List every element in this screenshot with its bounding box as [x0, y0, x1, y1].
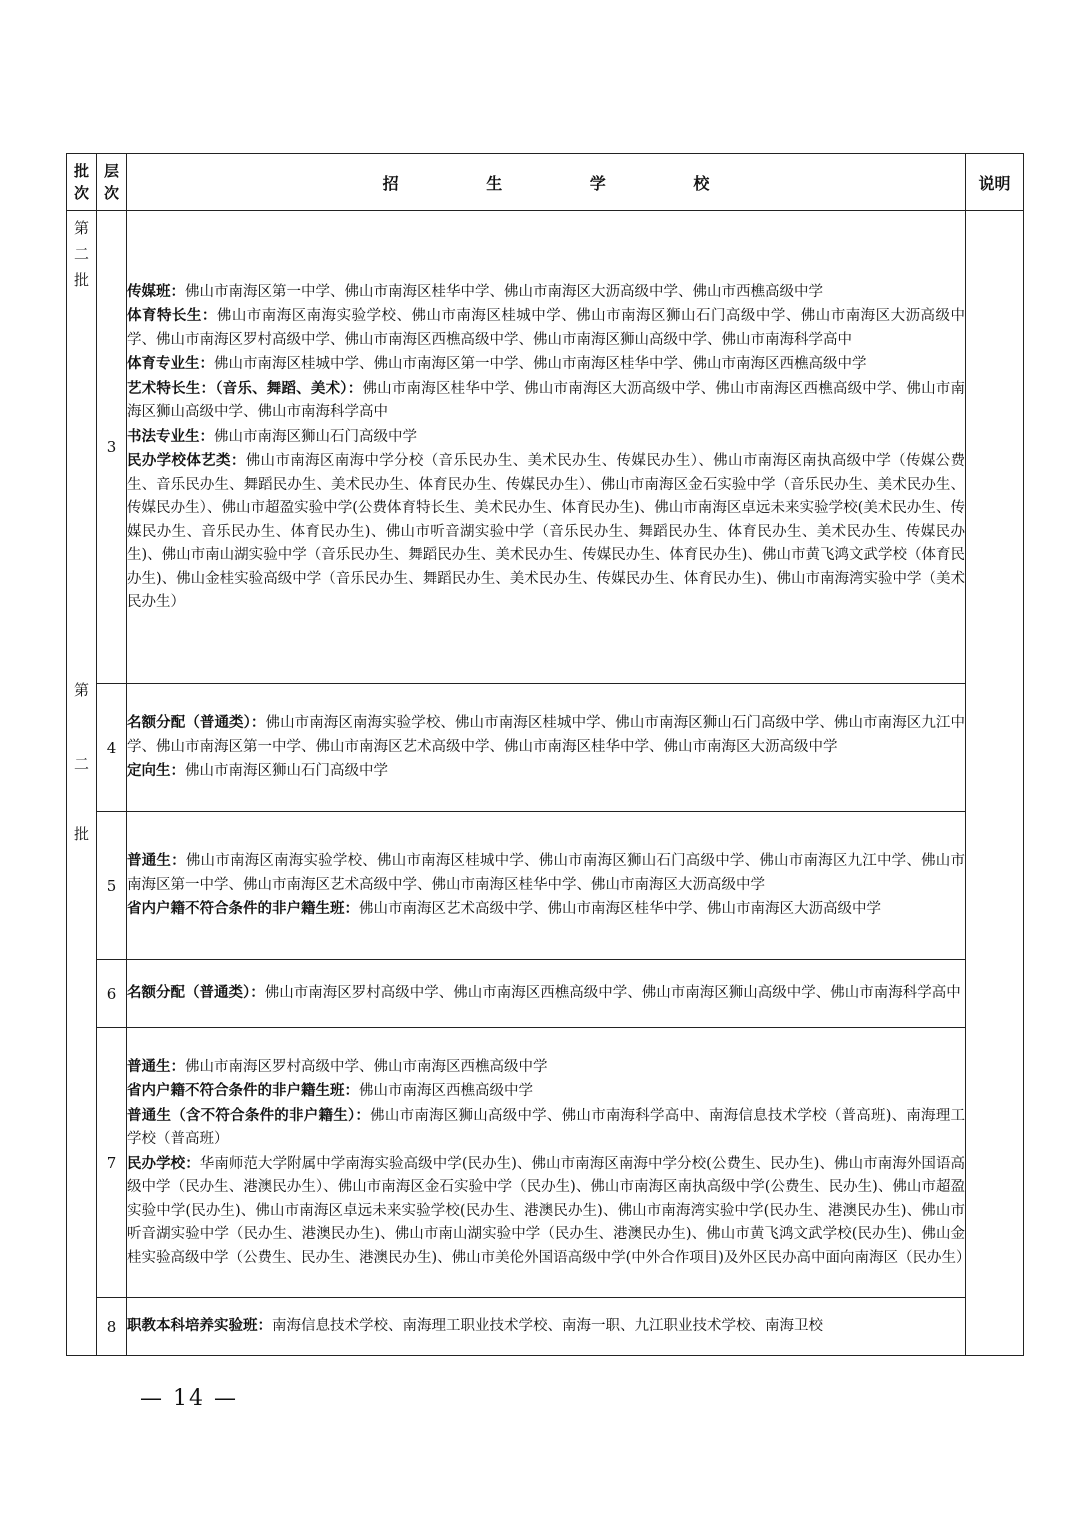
- table-row: [67, 1298, 1024, 1356]
- category-label: 民办学校：: [127, 1154, 200, 1172]
- school-category: [127, 1104, 965, 1152]
- header-level: [97, 154, 127, 211]
- category-label: 艺术特长生：（音乐、舞蹈、美术）：: [127, 379, 363, 397]
- category-label: 省内户籍不符合条件的非户籍生班：: [127, 1082, 359, 1100]
- school-category: [127, 1152, 971, 1271]
- header-batch-char: 次: [73, 184, 89, 202]
- category-schools: 佛山市南海区南海实验学校、佛山市南海区桂城中学、佛山市南海区狮山石门高级中学、佛山市南海区大沥高级中学、佛山市南海区罗村高级中学、佛山市南海区西樵高级中学、佛山市南海区狮山高级中学、佛山市南海科学高中: [127, 308, 966, 348]
- category-schools: 佛山市南海区罗村高级中学、佛山市南海区西樵高级中学: [185, 1058, 548, 1075]
- school-category: [127, 759, 965, 784]
- header-batch-char: 批: [73, 162, 89, 180]
- table-row: [67, 1028, 1024, 1298]
- school-list-cell: [127, 211, 966, 684]
- category-schools: 佛山市南海区南海实验学校、佛山市南海区桂城中学、佛山市南海区狮山石门高级中学、佛山市南海区九江中学、佛山市南海区第一中学、佛山市南海区艺术高级中学、佛山市南海区桂华中学、佛山市南海区大沥高级中学: [127, 853, 966, 893]
- batch-label-char: 二: [73, 245, 89, 263]
- category-label: 定向生：: [127, 762, 185, 780]
- level-cell: 7: [97, 1028, 127, 1298]
- category-label: 传媒班：: [127, 282, 185, 300]
- category-schools: 佛山市南海区罗村高级中学、佛山市南海区西樵高级中学、佛山市南海区狮山高级中学、佛山市南海科学高中: [264, 985, 961, 1002]
- category-schools: 华南师范大学附属中学南海实验高级中学(民办生)、佛山市南海区南海中学分校(公费生、民办生)、佛山市南海外国语高级中学（民办生、港澳民办生）、佛山市南海区金石实验中学（民办生)、佛山市南海区南执高级中学(公费生、民办生)、佛山市超盈实验中学(民办生)、佛山市南海区卓远未来实验学校(民办生、港澳民办生)、佛山市南海湾实验中学(民办生、港澳民办生)、佛山市听音湖实验中学（民办生、港澳民办生)、佛山市南山湖实验中学（民办生、港澳民办生)、佛山市黄飞鸿文武学校(民办生)、佛山金桂实验高级中学（公费生、民办生、港澳民办生)、佛山市美伦外国语高级中学(中外合作项目)及外区民办高中面向南海区（民办生）: [127, 1155, 971, 1266]
- note-cell: [966, 211, 1024, 1356]
- category-schools: 佛山市南海区第一中学、佛山市南海区桂华中学、佛山市南海区大沥高级中学、佛山市西樵高级中学: [185, 283, 823, 300]
- school-list-cell: [127, 960, 966, 1028]
- category-label: 书法专业生：: [127, 427, 214, 445]
- category-schools: 南海信息技术学校、南海理工职业技术学校、南海一职、九江职业技术学校、南海卫校: [272, 1318, 823, 1335]
- table-row: [67, 960, 1024, 1028]
- header-batch: [67, 154, 97, 211]
- level-cell: 6: [97, 960, 127, 1028]
- school-category: [127, 352, 965, 377]
- school-list-cell: [127, 684, 966, 812]
- category-schools: 佛山市南海区南海中学分校（音乐民办生、美术民办生、传媒民办生）、佛山市南海区南执高级中学（传媒公费生、音乐民办生、舞蹈民办生、美术民办生、体育民办生、传媒民办生）、佛山市南海区金石实验中学（音乐民办生、美术民办生、传媒民办生）、佛山市超盈实验中学(公费体育特长生、美术民办生、体育民办生)、佛山市南海区卓远未来实验学校(美术民办生、传媒民办生、音乐民办生、体育民办生)、佛山市听音湖实验中学（音乐民办生、舞蹈民办生、体育民办生、美术民办生、传媒民办生)、佛山市南山湖实验中学（音乐民办生、舞蹈民办生、美术民办生、传媒民办生、体育民办生)、佛山市黄飞鸿文武学校（体育民办生)、佛山金桂实验高级中学（音乐民办生、舞蹈民办生、美术民办生、传媒民办生、体育民办生)、佛山市南海湾实验中学（美术民办生）: [127, 453, 966, 610]
- header-school-char: 学: [589, 173, 606, 193]
- school-category: [127, 897, 965, 922]
- batch-label-char: 批: [73, 271, 89, 289]
- table-header-row: [67, 154, 1024, 211]
- batch-label-char: 批: [73, 825, 89, 843]
- category-label: 民办学校体艺类：: [127, 452, 246, 469]
- category-schools: 佛山市南海区狮山石门高级中学: [185, 763, 388, 780]
- category-schools: 佛山市南海区桂华中学、佛山市南海区大沥高级中学、佛山市南海区西樵高级中学、佛山市南海区狮山高级中学、佛山市南海科学高中: [127, 380, 966, 420]
- school-list-cell: [127, 1298, 966, 1356]
- category-label: 普通生：: [127, 1057, 185, 1075]
- category-schools: 佛山市南海区狮山高级中学、佛山市南海科学高中、南海信息技术学校（普高班)、南海理工学校（普高班）: [127, 1107, 965, 1148]
- school-category: [127, 304, 965, 352]
- category-label: 省内户籍不符合条件的非户籍生班：: [127, 900, 359, 918]
- table-row: [67, 684, 1024, 812]
- category-label: 普通生：: [127, 852, 186, 870]
- category-schools: 佛山市南海区桂城中学、佛山市南海区第一中学、佛山市南海区桂华中学、佛山市南海区西樵高级中学: [214, 356, 867, 372]
- page-number: — 14 —: [140, 1386, 238, 1411]
- school-category: [127, 280, 965, 305]
- category-schools: 佛山市南海区艺术高级中学、佛山市南海区桂华中学、佛山市南海区大沥高级中学: [359, 901, 881, 918]
- school-category: [127, 849, 965, 897]
- category-label: 名额分配（普通类）：: [127, 714, 266, 732]
- header-level-char: 次: [103, 184, 119, 202]
- batch-label-char: 第: [73, 219, 89, 237]
- header-level-char: 层: [103, 162, 119, 180]
- school-list-cell: [127, 812, 966, 960]
- enrollment-table: [66, 153, 1024, 1356]
- school-category: [127, 425, 965, 450]
- school-category: [127, 981, 965, 1006]
- school-category: [127, 377, 965, 425]
- batch-label-char: 第: [73, 681, 89, 699]
- header-school-char: 招: [382, 173, 399, 193]
- batch-cell: [67, 211, 97, 1356]
- school-category: [127, 1314, 965, 1339]
- category-label: 体育特长生：: [127, 307, 217, 324]
- level-cell: 5: [97, 812, 127, 960]
- batch-label-char: 二: [73, 755, 89, 773]
- table-row: [67, 211, 1024, 684]
- school-category: [127, 1055, 965, 1080]
- header-school-char: 校: [693, 173, 710, 193]
- school-list-cell: [127, 1028, 971, 1298]
- level-cell: 8: [97, 1298, 127, 1356]
- category-label: 名额分配（普通类）：: [127, 984, 265, 1002]
- header-school-char: 生: [486, 173, 503, 193]
- header-note: 说明: [966, 154, 1024, 211]
- category-schools: 佛山市南海区西樵高级中学: [359, 1083, 533, 1100]
- school-category: [127, 1079, 965, 1104]
- level-cell: 3: [97, 211, 127, 684]
- category-label: 普通生（含不符合条件的非户籍生）：: [127, 1106, 371, 1124]
- level-cell: 4: [97, 684, 127, 812]
- school-category: [127, 449, 965, 615]
- category-schools: 佛山市南海区狮山石门高级中学: [214, 428, 417, 445]
- category-label: 职教本科培养实验班：: [127, 1317, 272, 1335]
- table-row: [67, 812, 1024, 960]
- category-label: 体育专业生：: [127, 355, 214, 372]
- school-category: [127, 711, 965, 759]
- header-school: [127, 154, 966, 211]
- category-schools: 佛山市南海区南海实验学校、佛山市南海区桂城中学、佛山市南海区狮山石门高级中学、佛山市南海区九江中学、佛山市南海区第一中学、佛山市南海区艺术高级中学、佛山市南海区桂华中学、佛山市南海区大沥高级中学: [127, 715, 966, 755]
